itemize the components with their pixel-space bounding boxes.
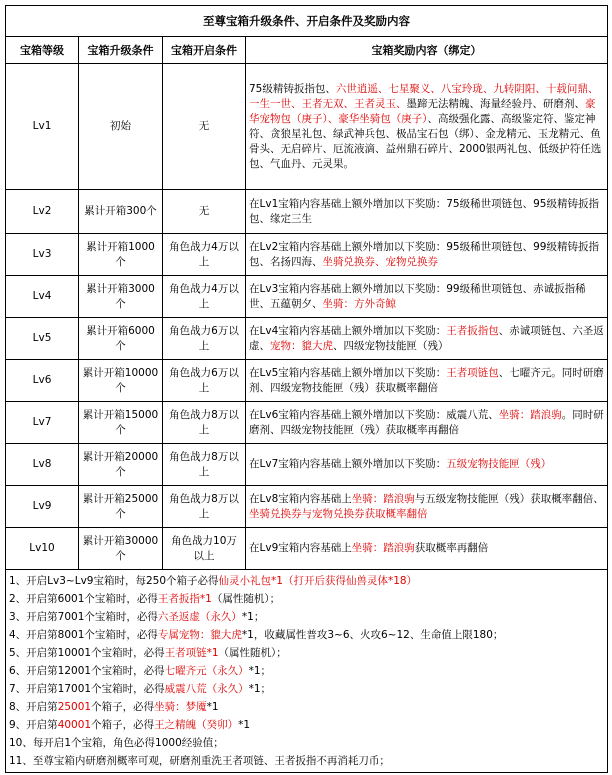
note-segment: 11、至尊宝箱内研磨剂概率可观，研磨剂重洗王者项链、王者扳指不再消耗刀币；: [9, 755, 390, 767]
row-upgrade-condition: 累计开箱3000个: [79, 276, 163, 318]
note-item: [9, 608, 604, 626]
table-row: [6, 64, 608, 190]
row-open-condition: 角色战力6万以上: [163, 318, 246, 360]
reward-segment: 王者扳指包: [446, 324, 499, 337]
note-segment: 7、开启第17001个宝箱时，必得: [9, 683, 165, 695]
note-item: [9, 662, 604, 680]
row-upgrade-condition: 累计开箱25000个: [79, 486, 163, 528]
row-open-condition: 角色战力8万以上: [163, 444, 246, 486]
note-item: [9, 698, 604, 716]
row-level: Lv7: [6, 402, 79, 444]
row-level: Lv4: [6, 276, 79, 318]
note-segment: 6、开启第12001个宝箱时，必得: [9, 665, 165, 677]
reward-segment: 在Lv7宝箱内容基础上额外增加以下奖励：: [249, 458, 447, 470]
reward-segment: 在Lv1宝箱内容基础上额外增加以下奖励：75级稀世项链包、95级精铸扳指包、缘定三生: [249, 197, 599, 225]
header-row: [6, 37, 608, 64]
reward-segment: 在Lv6宝箱内容基础上额外增加以下奖励：威震八荒、: [249, 408, 499, 421]
reward-segment: 在Lv9宝箱内容基础上: [249, 542, 352, 554]
note-segment: 40001: [57, 719, 92, 731]
note-segment: 六圣返虚（永久）: [157, 611, 242, 623]
note-segment: *1；: [248, 665, 272, 677]
notes-row: [6, 570, 608, 773]
table-row: [6, 360, 608, 402]
note-item: [9, 734, 604, 752]
table-row: [6, 486, 608, 528]
row-level: Lv1: [6, 64, 79, 190]
table-row: [6, 528, 608, 570]
table-title: 至尊宝箱升级条件、开启条件及奖励内容: [6, 6, 608, 37]
table-row: [6, 234, 608, 276]
reward-segment: 坐骑兑换券、宠物兑换券: [322, 255, 438, 268]
row-open-condition: 角色战力4万以上: [163, 234, 246, 276]
row-reward-content: [246, 234, 608, 276]
reward-segment: 宠物：貔大虎: [270, 339, 333, 352]
row-level: Lv8: [6, 444, 79, 486]
reward-segment: 、赤诚项链包、六圣返虚、: [249, 324, 604, 352]
note-segment: 七曜齐元（永久）: [164, 665, 249, 677]
reward-segment: 坐骑兑换券与宠物兑换券获取概率翻倍: [249, 507, 428, 520]
row-level: Lv10: [6, 528, 79, 570]
row-level: Lv3: [6, 234, 79, 276]
reward-segment: 五级宠物技能匣（残）: [446, 458, 552, 470]
row-open-condition: 无: [163, 64, 246, 190]
row-open-condition: 无: [163, 190, 246, 234]
reward-segment: 、四级宠物技能匣（残）: [333, 339, 449, 352]
row-open-condition: 角色战力10万以上: [163, 528, 246, 570]
note-segment: 2、开启第6001个宝箱时，必得: [9, 593, 158, 605]
note-segment: 王之精魄（癸卯）: [154, 719, 239, 731]
row-reward-content: [246, 190, 608, 234]
reward-table: [5, 5, 608, 773]
note-segment: *1；: [248, 683, 272, 695]
row-level: Lv6: [6, 360, 79, 402]
row-upgrade-condition: 累计开箱6000个: [79, 318, 163, 360]
note-segment: 1、开启Lv3~Lv9宝箱时，每250个箱子必得: [9, 575, 219, 587]
row-upgrade-condition: 累计开箱10000个: [79, 360, 163, 402]
row-upgrade-condition: 累计开箱1000个: [79, 234, 163, 276]
note-segment: （属性随机）；: [211, 593, 281, 605]
note-segment: 个箱子，必得: [91, 719, 155, 731]
reward-segment: 、七曜齐元。同时研磨剂、四级宠物技能匣（残）获取概率翻倍: [249, 366, 604, 394]
row-reward-content: [246, 318, 608, 360]
table-row: [6, 190, 608, 234]
row-upgrade-condition: 初始: [79, 64, 163, 190]
row-level: Lv9: [6, 486, 79, 528]
table-row: [6, 276, 608, 318]
note-segment: 9、开启第: [9, 719, 58, 731]
row-open-condition: 角色战力8万以上: [163, 402, 246, 444]
note-segment: 10、每开启1个宝箱，角色必得1000经验值；: [9, 737, 224, 749]
note-segment: 25001: [57, 701, 92, 713]
reward-segment: 坐骑：踏浪驹: [351, 542, 415, 554]
reward-segment: 坐骑：踏浪驹: [351, 492, 415, 505]
reward-segment: 在Lv5宝箱内容基础上额外增加以下奖励：: [249, 366, 447, 379]
note-segment: 8、开启第: [9, 701, 58, 713]
note-segment: *1；: [241, 611, 265, 623]
row-open-condition: 角色战力6万以上: [163, 360, 246, 402]
note-segment: 王者项链*1: [164, 647, 219, 659]
reward-segment: 在Lv8宝箱内容基础上: [249, 492, 352, 505]
header-level: 宝箱等级: [6, 37, 79, 64]
row-level: Lv2: [6, 190, 79, 234]
table-title-row: [6, 6, 608, 37]
reward-segment: 与五级宠物技能匣（残）获取概率翻倍、: [414, 492, 604, 505]
row-open-condition: 角色战力8万以上: [163, 486, 246, 528]
header-open-condition: 宝箱开启条件: [163, 37, 246, 64]
table-row: [6, 444, 608, 486]
row-upgrade-condition: 累计开箱30000个: [79, 528, 163, 570]
note-segment: 坐骑：梦魇: [154, 701, 207, 713]
note-segment: 3、开启第7001个宝箱时，必得: [9, 611, 158, 623]
reward-segment: 在Lv3宝箱内容基础上额外增加以下奖励：99级稀世项链包、赤诚扳指稀世、五蕴朝夕、: [249, 282, 586, 310]
reward-segment: 墨蹄无法精魄、海量经验丹、研磨剂、: [406, 97, 585, 110]
reward-segment: 六世逍遥、七星聚义、八宝玲珑、九转阴阳、十载问鼎、一生一世、王者无双、王者灵玉、: [249, 82, 599, 110]
notes-cell: [6, 570, 608, 773]
reward-segment: 获取概率再翻倍: [414, 542, 489, 554]
note-item: [9, 752, 604, 770]
note-segment: 王者扳指*1: [157, 593, 212, 605]
note-segment: *1: [206, 701, 219, 713]
row-upgrade-condition: 累计开箱15000个: [79, 402, 163, 444]
note-item: [9, 590, 604, 608]
row-level: Lv5: [6, 318, 79, 360]
row-open-condition: 角色战力4万以上: [163, 276, 246, 318]
reward-segment: 王者项链包: [446, 366, 499, 379]
note-item: [9, 644, 604, 662]
row-reward-content: [246, 64, 608, 190]
table-row: [6, 318, 608, 360]
row-reward-content: [246, 360, 608, 402]
reward-segment: 坐骑：方外奇鲸: [322, 297, 396, 310]
reward-segment: 75级精铸扳指包、: [249, 82, 336, 95]
note-item: [9, 626, 604, 644]
reward-segment: 坐骑：踏浪驹: [498, 408, 562, 421]
row-reward-content: [246, 528, 608, 570]
row-upgrade-condition: 累计开箱20000个: [79, 444, 163, 486]
table-row: [6, 402, 608, 444]
note-item: [9, 572, 604, 590]
note-segment: （属性随机）；: [218, 647, 287, 659]
note-segment: 4、开启第8001个宝箱时，必得: [9, 629, 158, 641]
row-reward-content: [246, 402, 608, 444]
reward-segment: 、高级强化露、高级鉴定符、鉴定神符、贪狼星礼包、绿武神兵包、极品宝石包（绑）、金龙精元、玉龙精元、鱼骨头、无启碎片、厄流液滴、益州鼎石碎片、2000银两礼包、低级护符任选包、气血丹、元灵果。: [249, 112, 602, 170]
reward-segment: 在Lv4宝箱内容基础上额外增加以下奖励：: [249, 324, 447, 337]
row-reward-content: [246, 276, 608, 318]
row-upgrade-condition: 累计开箱300个: [79, 190, 163, 234]
header-reward-content: 宝箱奖励内容（绑定）: [246, 37, 608, 64]
note-segment: 专属宠物：貔大虎: [157, 629, 242, 641]
row-reward-content: [246, 444, 608, 486]
note-item: [9, 680, 604, 698]
note-segment: 仙灵小礼包*1（打开后获得仙兽灵体*18）: [218, 575, 418, 587]
reward-segment: 豪华宠物包（庚子）、豪华坐骑包（庚子）: [249, 97, 596, 125]
note-segment: 威震八荒（永久）: [164, 683, 249, 695]
header-upgrade-condition: 宝箱升级条件: [79, 37, 163, 64]
note-segment: 5、开启第10001个宝箱时，必得: [9, 647, 165, 659]
note-item: [9, 716, 604, 734]
reward-segment: 在Lv2宝箱内容基础上额外增加以下奖励：95级稀世项链包、99级精铸扳指包、名扬四海、: [249, 240, 599, 268]
note-segment: *1: [238, 719, 251, 731]
note-segment: 个箱子，必得: [91, 701, 155, 713]
reward-segment: 。同时研磨剂、四级宠物技能匣（残）获取概率再翻倍: [249, 408, 604, 436]
row-reward-content: [246, 486, 608, 528]
note-segment: *1，收藏属性普攻3~6、火攻6~12、生命值上限180；: [241, 629, 504, 641]
